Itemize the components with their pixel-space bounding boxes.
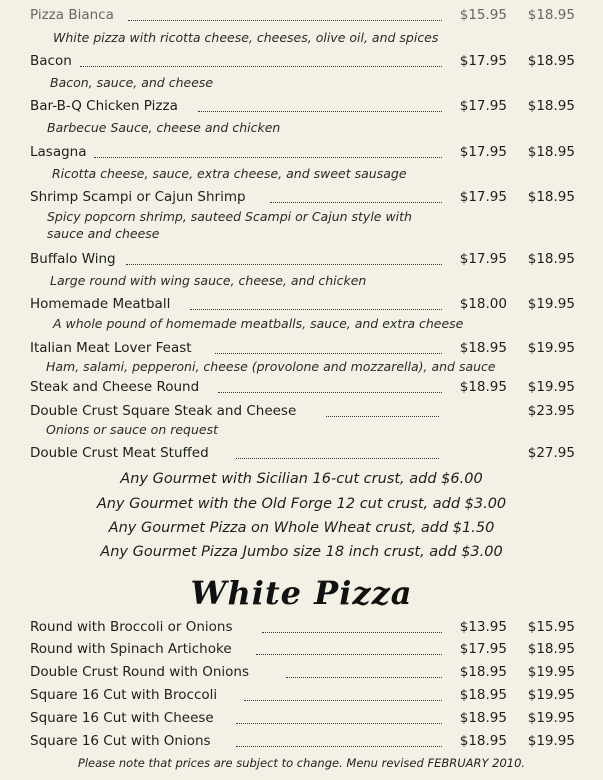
item-description: sauce and cheese	[47, 226, 160, 241]
leader-dots	[270, 182, 442, 203]
item-price-small: $17.95	[459, 53, 507, 69]
item-price-small: $17.95	[459, 251, 507, 267]
item-price-large: $27.95	[527, 445, 575, 461]
item-price-small: $18.95	[459, 733, 507, 749]
menu-item	[30, 294, 575, 314]
item-name: Round with Spinach Artichoke	[30, 641, 232, 657]
menu-item	[30, 731, 575, 751]
item-name: Bacon	[30, 53, 72, 69]
leader-dots	[128, 0, 442, 21]
item-name: Italian Meat Lover Feast	[30, 340, 192, 356]
item-name: Steak and Cheese Round	[30, 379, 200, 395]
leader-dots	[326, 396, 439, 417]
leader-dots	[236, 438, 439, 459]
item-price-small: $15.95	[459, 7, 507, 23]
item-price-small: $13.95	[459, 619, 507, 635]
item-price-large: $18.95	[527, 98, 575, 114]
leader-dots	[80, 46, 442, 67]
item-price-large: $18.95	[527, 7, 575, 23]
item-description: Large round with wing sauce, cheese, and chicken	[50, 273, 367, 288]
item-price-large: $15.95	[527, 619, 575, 635]
item-name: Round with Broccoli or Onions	[30, 619, 233, 635]
item-price-large: $19.95	[527, 379, 575, 395]
leader-dots	[198, 91, 442, 112]
item-name: Double Crust Meat Stuffed	[30, 445, 209, 461]
item-price-large: $18.95	[527, 251, 575, 267]
item-price-large: $18.95	[527, 144, 575, 160]
leader-dots	[126, 244, 442, 265]
item-name: Square 16 Cut with Broccoli	[30, 687, 218, 703]
item-name: Double Crust Round with Onions	[30, 664, 249, 680]
menu-item	[30, 377, 575, 397]
menu-item	[30, 662, 575, 682]
item-name: Buffalo Wing	[30, 251, 116, 267]
menu-item	[30, 639, 575, 659]
item-price-large: $19.95	[527, 664, 575, 680]
leader-dots	[244, 680, 442, 701]
menu-item	[30, 685, 575, 705]
menu-item	[30, 187, 575, 207]
item-name: Bar-B-Q Chicken Pizza	[30, 98, 178, 114]
item-price-small: $17.95	[459, 98, 507, 114]
item-price-large: $19.95	[527, 296, 575, 312]
item-price-large: $18.95	[527, 641, 575, 657]
item-price-small: $18.00	[459, 296, 507, 312]
menu-item	[30, 708, 575, 728]
item-description: Barbecue Sauce, cheese and chicken	[47, 120, 281, 135]
leader-dots	[215, 333, 442, 354]
crust-note: Any Gourmet Pizza Jumbo size 18 inch crust, add $3.00	[100, 544, 503, 560]
item-price-small: $17.95	[459, 144, 507, 160]
item-price-small: $18.95	[459, 379, 507, 395]
crust-note: Any Gourmet Pizza on Whole Wheat crust, add $1.50	[108, 520, 495, 536]
item-name: Homemade Meatball	[30, 296, 171, 312]
item-price-large: $18.95	[527, 53, 575, 69]
item-name: Shrimp Scampi or Cajun Shrimp	[30, 189, 246, 205]
item-name: Pizza Bianca	[30, 7, 114, 23]
menu-item	[30, 96, 575, 116]
item-description: Ricotta cheese, sauce, extra cheese, and sweet sausage	[52, 166, 407, 181]
item-price-large: $18.95	[527, 189, 575, 205]
leader-dots	[190, 289, 442, 310]
item-description: Onions or sauce on request	[46, 422, 219, 437]
leader-dots	[218, 372, 442, 393]
item-price-large: $19.95	[527, 710, 575, 726]
item-price-small: $17.95	[459, 641, 507, 657]
item-price-large: $23.95	[527, 403, 575, 419]
menu-item	[30, 401, 575, 421]
item-price-small: $18.95	[459, 687, 507, 703]
menu-item	[30, 338, 575, 358]
item-price-large: $19.95	[527, 687, 575, 703]
item-description: A whole pound of homemade meatballs, sauce, and extra cheese	[53, 316, 464, 331]
menu-item	[30, 443, 575, 463]
item-name: Square 16 Cut with Cheese	[30, 710, 214, 726]
menu-item	[30, 142, 575, 162]
item-name: Square 16 Cut with Onions	[30, 733, 211, 749]
item-price-large: $19.95	[527, 733, 575, 749]
item-price-small: $18.95	[459, 340, 507, 356]
leader-dots	[236, 703, 442, 724]
item-description: Bacon, sauce, and cheese	[50, 75, 214, 90]
crust-note: Any Gourmet with Sicilian 16-cut crust, add $6.00	[120, 471, 483, 487]
section-heading: White Pizza	[190, 574, 413, 612]
item-description: Ham, salami, pepperoni, cheese (provolone and mozzarella), and sauce	[46, 359, 496, 374]
item-price-small: $17.95	[459, 189, 507, 205]
menu-item	[30, 5, 575, 25]
menu-item	[30, 51, 575, 71]
item-description: Spicy popcorn shrimp, sauteed Scampi or Cajun style with	[47, 209, 412, 224]
leader-dots	[236, 726, 442, 747]
item-price-large: $19.95	[527, 340, 575, 356]
item-price-small: $18.95	[459, 664, 507, 680]
leader-dots	[286, 657, 442, 678]
leader-dots	[94, 137, 442, 158]
crust-note: Any Gourmet with the Old Forge 12 cut crust, add $3.00	[96, 496, 507, 512]
leader-dots	[256, 634, 442, 655]
item-name: Double Crust Square Steak and Cheese	[30, 403, 297, 419]
item-name: Lasagna	[30, 144, 87, 160]
item-price-small: $18.95	[459, 710, 507, 726]
leader-dots	[262, 612, 442, 633]
price-disclaimer: Please note that prices are subject to change. Menu revised FEBRUARY 2010.	[77, 756, 526, 770]
item-description: White pizza with ricotta cheese, cheeses, olive oil, and spices	[53, 30, 439, 45]
menu-item	[30, 249, 575, 269]
